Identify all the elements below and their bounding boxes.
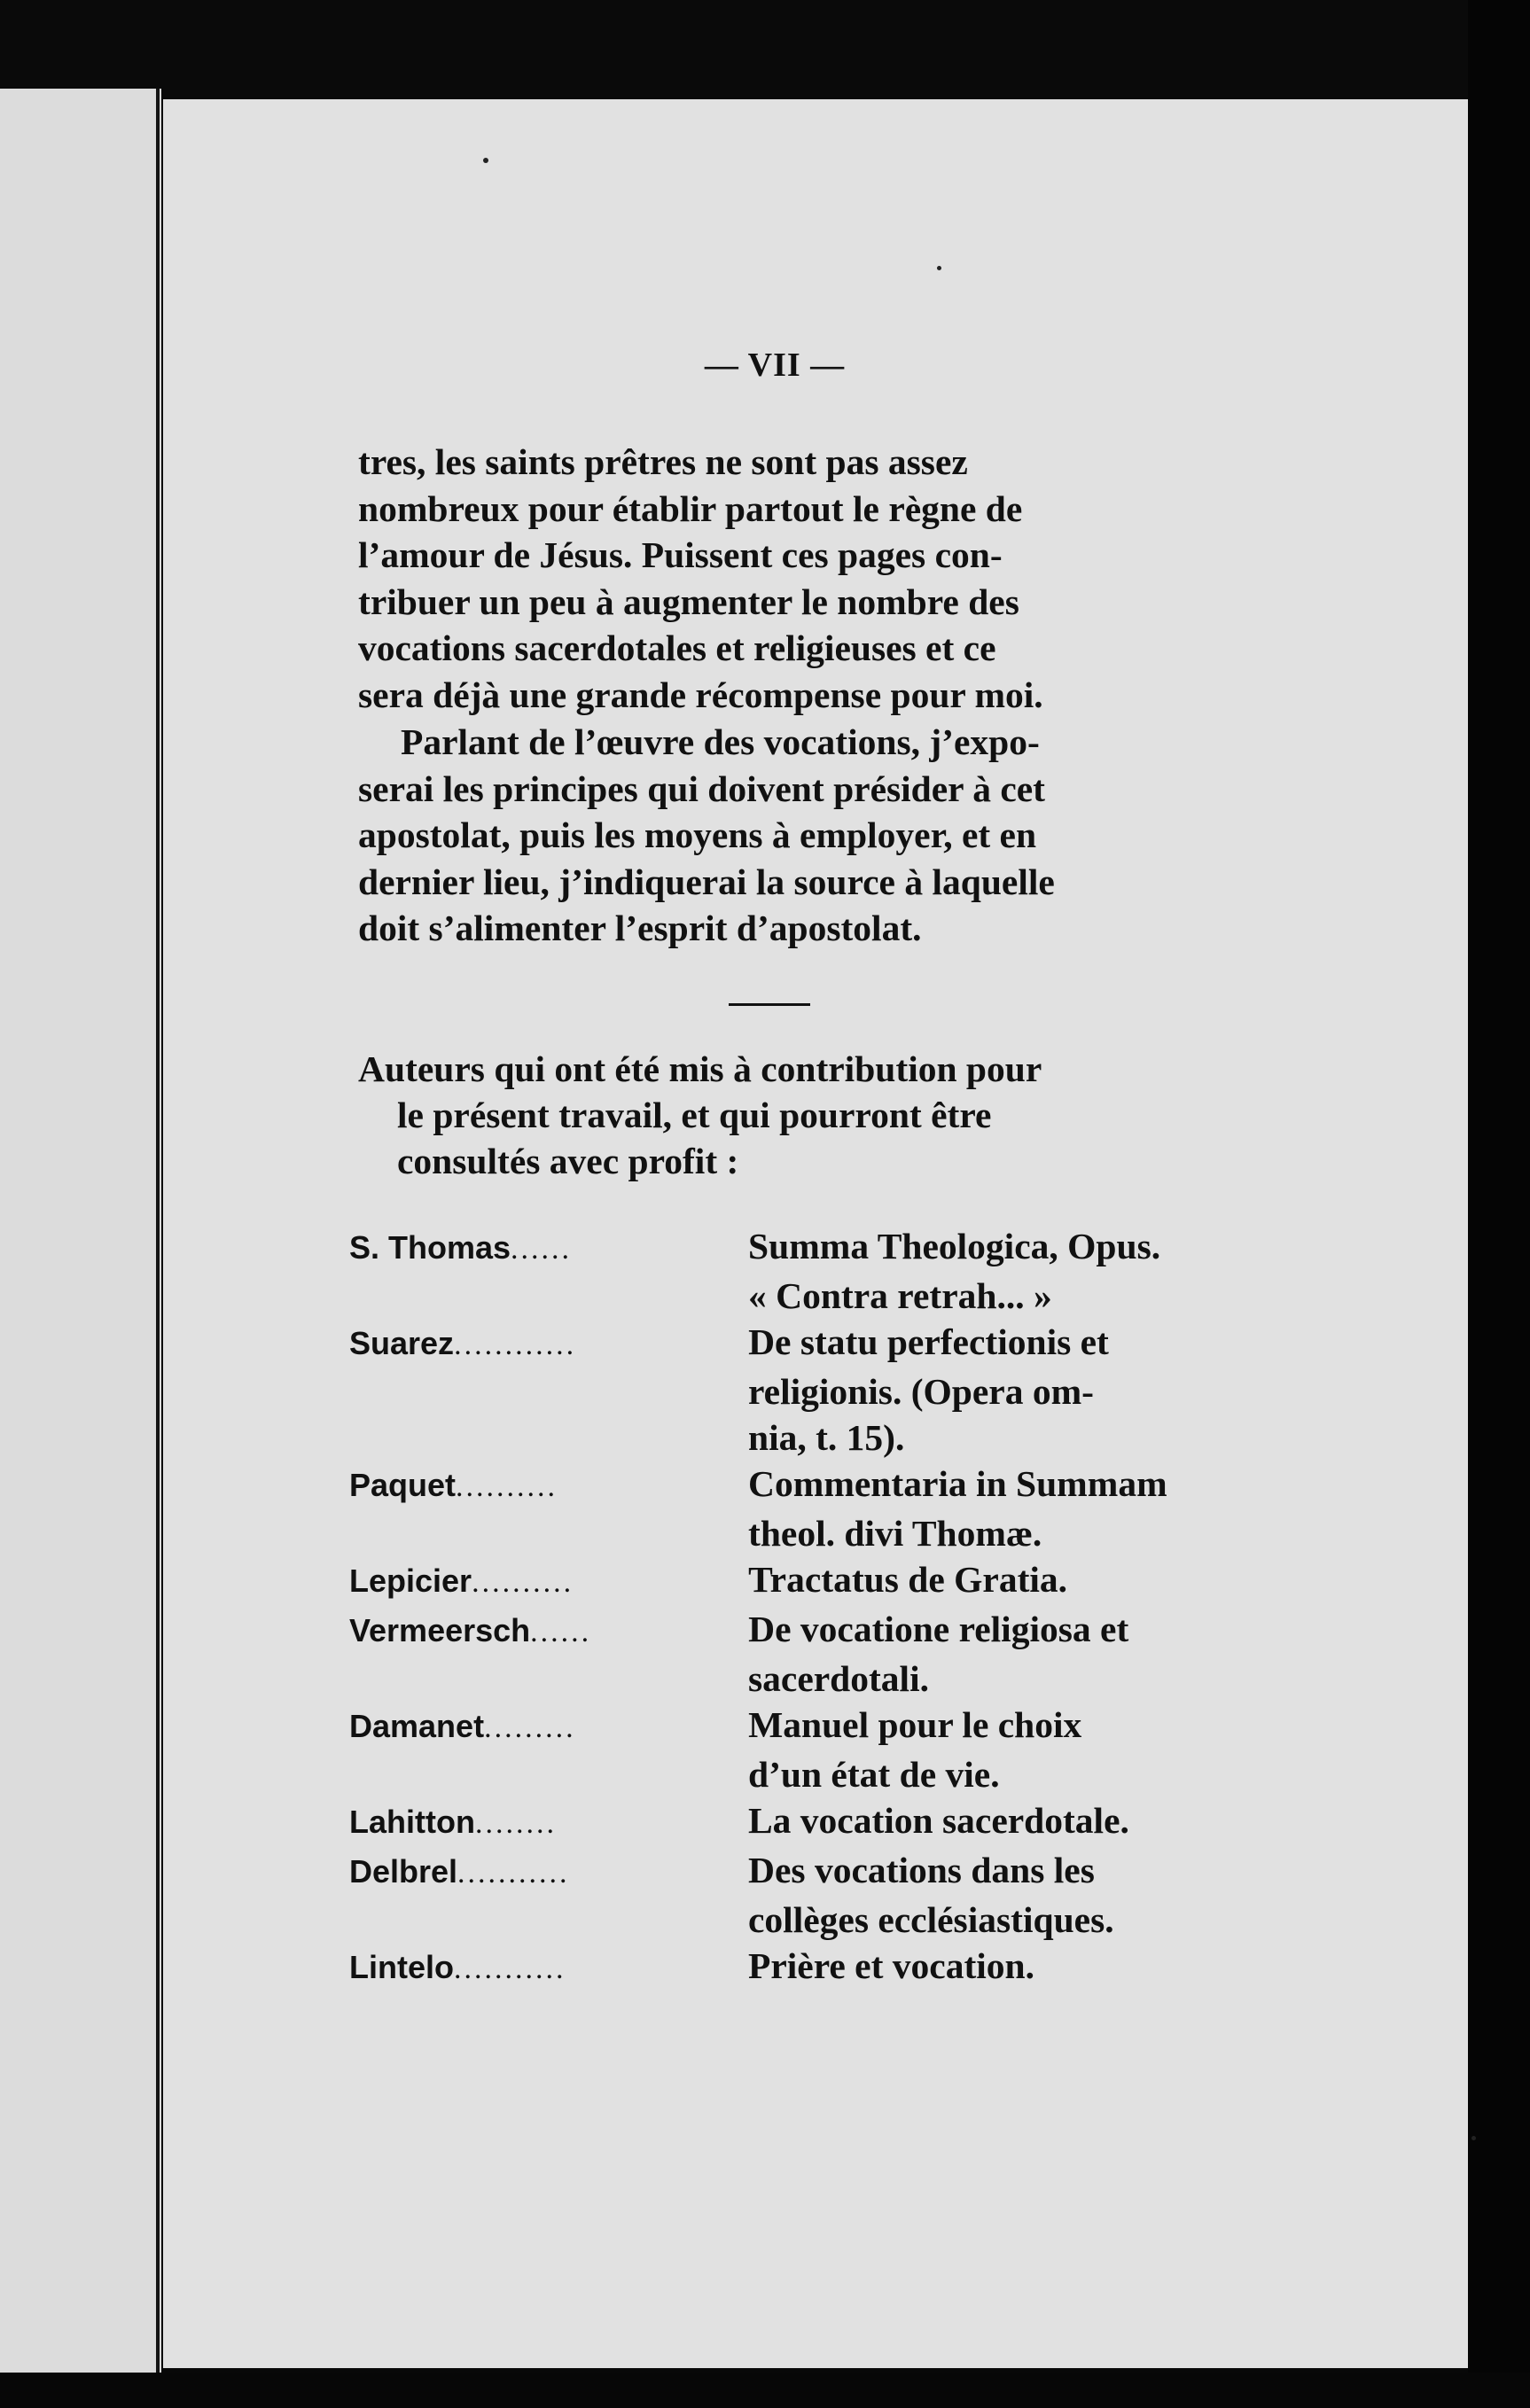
leader-dots: .......... (456, 1470, 558, 1503)
leader-dots: ........ (474, 1807, 557, 1840)
reference-author: Lintelo (349, 1949, 454, 1985)
reference-title-continued: d’un état de vie. (748, 1754, 1000, 1795)
reference-author: Damanet (349, 1708, 485, 1744)
reference-entry (349, 1461, 1191, 1556)
leader-dots: ...... (530, 1616, 592, 1648)
leader-dots: .......... (472, 1566, 574, 1599)
reference-author: Vermeersch (349, 1612, 531, 1648)
scan-border-bottom (0, 2373, 1530, 2408)
reference-entry (349, 1797, 1191, 1847)
paragraph-plan (358, 719, 1191, 952)
text-line: dernier lieu, j’indiquerai la source à laquelle (358, 861, 1055, 902)
reference-entry (349, 1943, 1191, 1992)
scan-border-right (1468, 0, 1530, 2408)
paper-speck (1471, 2136, 1476, 2140)
scan-border-top (0, 0, 1530, 97)
reference-author: Lahitton (349, 1804, 475, 1840)
text-line: serai les principes qui doivent présider à cet (358, 768, 1046, 809)
text-line: l’amour de Jésus. Puissent ces pages con- (358, 534, 1003, 575)
paragraph-continued (358, 439, 1191, 718)
reference-author: Suarez (349, 1325, 455, 1361)
text-line: Parlant de l’œuvre des vocations, j’expo- (401, 721, 1040, 762)
reference-author: Delbrel (349, 1853, 458, 1890)
reference-title: Commentaria in Summam (748, 1463, 1167, 1504)
page-number: — VII — (704, 347, 846, 384)
authors-intro (358, 1046, 1191, 1184)
reference-entry (349, 1847, 1191, 1943)
text-line: consultés avec profit : (397, 1141, 739, 1181)
text-line: apostolat, puis les moyens à employer, et en (358, 814, 1037, 855)
text-line: nombreux pour établir partout le règne de (358, 487, 1023, 529)
reference-entry (349, 1319, 1191, 1461)
reference-entry (349, 1606, 1191, 1702)
reference-title: La vocation sacerdotale. (747, 1800, 1129, 1841)
adjacent-page-edge (0, 89, 161, 2375)
reference-title-continued: sacerdotali. (748, 1658, 929, 1699)
reference-entry (349, 1702, 1191, 1797)
reference-author: Paquet (349, 1467, 457, 1503)
reference-title-continued: « Contra retrah... » (748, 1275, 1052, 1316)
text-line: le présent travail, et qui pourront être (397, 1095, 992, 1135)
reference-title: Prière et vocation. (747, 1945, 1035, 1986)
reference-entry (349, 1223, 1191, 1319)
reference-title-continued: nia, t. 15). (748, 1417, 905, 1458)
leader-dots: ......... (484, 1711, 576, 1744)
reference-author: S. Thomas (349, 1229, 511, 1266)
text-line: doit s’alimenter l’esprit d’apostolat. (358, 908, 922, 948)
reference-title: Des vocations dans les (748, 1850, 1095, 1890)
leader-dots: ............ (454, 1329, 577, 1361)
reference-list (349, 1223, 1191, 1992)
leader-dots: ........... (457, 1857, 570, 1890)
text-line: tribuer un peu à augmenter le nombre des (358, 581, 1019, 622)
reference-title: Tractatus de Gratia. (748, 1559, 1068, 1600)
text-line: tres, les saints prêtres ne sont pas assez (358, 441, 968, 482)
paper-speck (483, 158, 488, 163)
reference-title-continued: theol. divi Thomæ. (748, 1513, 1042, 1554)
text-line: Auteurs qui ont été mis à contribution pour (358, 1048, 1042, 1089)
leader-dots: ...... (511, 1233, 573, 1266)
reference-author: Lepicier (349, 1562, 472, 1599)
reference-title: De vocatione religiosa et (748, 1609, 1129, 1649)
reference-title: Summa Theologica, Opus. (748, 1226, 1161, 1266)
reference-title-continued: collèges ecclésiastiques. (748, 1899, 1114, 1940)
text-line: sera déjà une grande récompense pour moi. (358, 674, 1043, 715)
leader-dots: ........... (453, 1952, 566, 1985)
reference-title-continued: religionis. (Opera om- (748, 1371, 1094, 1412)
paper-speck (937, 266, 941, 270)
section-divider (729, 1003, 810, 1006)
text-line: vocations sacerdotales et religieuses et ce (358, 627, 996, 668)
page-gutter-line (156, 89, 160, 2375)
reference-title: De statu perfectionis et (748, 1321, 1109, 1362)
reference-entry (349, 1556, 1191, 1606)
reference-title: Manuel pour le choix (748, 1704, 1082, 1745)
